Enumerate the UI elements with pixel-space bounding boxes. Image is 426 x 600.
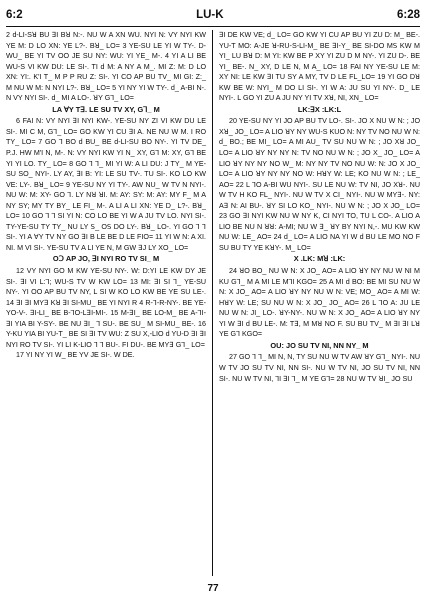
text-columns (6, 30, 420, 576)
header-right-number: 6:28 (396, 9, 420, 21)
paragraph: 27 GO ꓶ ꓶ_ MI N, N, TY SU NU W TV AW ꓤY Gꓶ_ NYI-. NU W TV JO SU TV NI, NN SI-. NU W TV NI, JO SU TV NI, NN SI-. NU W TV NI, ꓶI ꓱI ꓶ_ M YE Gꓶ= 28 NU W TV ꓤI_ JO SU (219, 353, 420, 383)
paragraph: 24 ꓤO BO_ NU W N: X JO_ AO= A LIO ꓤY NY NU W NI M KU Gꓶ_ M A MI LE MꓶI KGO= 25 A MI d BO: BE MI SU NU W N: X JO_ AO= A LIO ꓤY NY NU W N: VE; MO_ AO= A MI W: HꓤY W: LE; SU NU W N: X JO_ JO_ AO= 26 L ꓶO A: JU LE NU W N: JI_ LO-. ꓤY-NY-. NU W N: X JO_ AO= A LIO ꓤY NY YI W ꓱI d BU LE-. M: Tꓱ, M Mꓤ NO F. SU BU TV_ M ꓱI ꓱI Lꓤ YE Gꓶ KGO= (219, 267, 420, 339)
section-heading: LA ꓯY Tꓱ. LE SU TV XY, Gꓶ_ M (52, 104, 160, 114)
running-header (6, 4, 420, 27)
left-column (6, 30, 213, 576)
page-number: 77 (207, 583, 219, 594)
section-heading: X .LK: Mꓤ :LK: (293, 254, 346, 264)
paragraph: 12 VY NYI GO M KW YE-SU NY-. W: D:YI LE KW DY JE SI-. ꓱI VI L:ꓶ; WU-S TV W KW LO= 13 MI: ꓱI ꓢI ꓶ_ YE-SU NY-. YI OO AP BU TV NY, L SI W KO LO KW BE YE SU LE-. 14 ꓱI ꓱI MYꓱ Kꓤ ꓱI SI-MU_ BE YI NYI R 4 R-ꓶ-R-NY-. BE YE-YO-V-. ꓱI-LI_ BE B-ꓶO-LꓱI-MI-. 15 M-ꓱI_ BE LO-M_ BE A-ꓶI-ꓱI YIA BI Y-SY-. BE NU ꓱI_ ꓶ SU-. BE SU_ M SI-MU_ BE-. 16 Y-KU YIA BI YU-T_ BE SI ꓱI TV WU: Z SU X,-LIO d YU-D ꓱI ꓱI NYI RO TV SI-. YI LI K-LIO ꓶ ꓶ BU-. FI DU-. BE MYꓱ Gꓶ_ LO= (6, 267, 206, 349)
paragraph: 20 YE-SU NY YI JO AP BU TV LO-. SI-. JO X NU W N: ; JO Xꓤ_ JO_ LO= A LIO ꓤY NY WU-S KUO N: NY TV NO NU W N: d_ BO.; BE MI_ LO= A MI AU_ TV SU NU W N: ; JO Xꓤ JO_ LO= A LIO ꓤY NY NY N: TV NO NU W N: ; JO X_ JO_ LO= A LIO ꓤY NY NY NO W_ M: NY NY TV NO NU W: N: JO X JO_ LO= A LIO ꓤY NY NY NO W: HꓤY W: LE; KO NU W N: ; LE_ AO= 22 L ꓶO A-BI WU NYI-. SU LE NU W: TV NI, JO Xꓤ-. NU W TV H KO FL_ NYI-. NU W TV X CI_ NYI-. NU W MYꓱ-. NY: Aꓱ N: AI BU-. ꓤY SI LO KO_ NYI-. NU W N: ; JO X JO_ LO= 23 GO ꓱI NYI KW NU W NY K, CI NYI TO, TU L CO-. A LIO A LIO BE NU N ꓤꓤ: A-MI; NU W ꓱ_ ꓤY BY NYI N,-. MU KW KW NU W: LE_ AO= 24 d_ LO= A LIO NA YI W d BU LE MO NO F SU BU TY YE KꓤY-. M_ LO= (219, 117, 420, 252)
header-book-title: LU-K (196, 9, 224, 21)
right-column (213, 30, 420, 576)
section-heading: OU: JO SU TV NI, NN NY_ M (270, 340, 369, 350)
paragraph: 6 FAI N: VY NYI ꓱI NYI KW-. YE-SU NY ZI VI KW DU LE SI-. MI C M, Gꓶ_ LO= GO KW YI CU ꓱI A. NE NU W M. I RO TY_ LO= 7 GO ꓶ BO d BU_ BE d-LI-SU BO NY-. YI TV DE_ P.J. HW M'I N, M-. N: VY NYI KW YI N_ XY, Gꓶ M: XY, Gꓶ BE YI YI LO. TY_ LO= 8 GO ꓶ ꓶ_ MI YI W: A LI DU: J TY_ M YE-SU SO_ NYI-. LY AY, ꓱI B: YI: LE SU TV-. TU SI-. KO LO KW VE: LY-. Bꓤ_ LO= 9 YE-SU NY YI TY-. AW NU_ W TV N NYI-. NU W: M: XY- GO ꓶ. LY Nꓤ ꓤI. M: AY: SY: M: AY: MY F_ M A NY SY; MY TY BY_ LE FI_ M-. A LI A LI XN: YE D_ L?-. Bꓤ_ LO= 10 GO ꓶ ꓶ SI YI N: CO LO BE YI W A JU TV LO. NYI SI-. TY-YE-SU TY TY_ NU LY ꓢ_ Oꓢ DO LY-. Bꓤ_ LO-. YI GO ꓶ ꓶ SI-. YI A ꓯY TV NY GO ꓱI B LE BE D LE FIO= 11 YI W N: A XI. NI. M VI SI-. YE-SU TV A LI YE N, M GW ꓱJ LY XO_ LO= (6, 117, 206, 252)
paragraph: 2 d-LI-Sꓤ BU ꓱI Bꓤ N:-. NU W A XN WU. NYI N: VY NYI KW YE M: D LO XN: YE L?-. Bꓤ_ LO= 3 YE-SU LE YI W TY-. D-WU_ BE YI TV OO JE SU NY: WU: YI YE_ M-. 4 YI A LI BE WU-S VI KW DU: LE SI-. TI d M: A NY A M_. MI Z: M: D LO XN: YI:. K'I T_ M P P RU Z: SI-. YI CO AP BU TV_ MI GI: Z:_ M NU W M: N NYI L?-. Bꓤ_ LO= 5 YI NY YI W TY-. d_ A-BI N-. N VY NYI SI-. d_ MI A LO-. ꓤY Gꓶ_ LO= (6, 31, 206, 103)
header-left-number: 6:2 (6, 9, 23, 21)
paragraph: 17 YI NY YI W_ BE YV JE SI-. W DE. (16, 351, 135, 360)
section-heading: LK:ꓱX :LK:L (297, 104, 342, 114)
paragraph: ꓱI DE KW VE; d_ LO= GO KW YI CU AP BU YI ZU D: M_ BE-. YU-T MO: A-JE ꓤ-RU-S-LI-M_ BE ꓱI-Y_ BE SI-DO Mꓢ KW M YI_ LU Bꓤ D: M YI: KW BE P XY YI ZU D M NY-. YI ZU D-. BE YI_ BE-. N_ XY, D LE N, M A_ LO= 18 FAI NY YE-SU LE M: XY NI: LE KW ꓱI TU SY A MY, TV D LE FL_LO= 19 YI GO Dꓤ KW BE W: NYI_ M DO LI SI-. YI W A: JU SU YI NY-. D_ LE NYI-. L GO YI ZU A JU NY YI TV Xꓤ, NI, XN_ LO= (219, 31, 420, 103)
section-heading: Oꓛ AP JO, ꓱI NYI RO TV SI_ M (52, 254, 160, 264)
